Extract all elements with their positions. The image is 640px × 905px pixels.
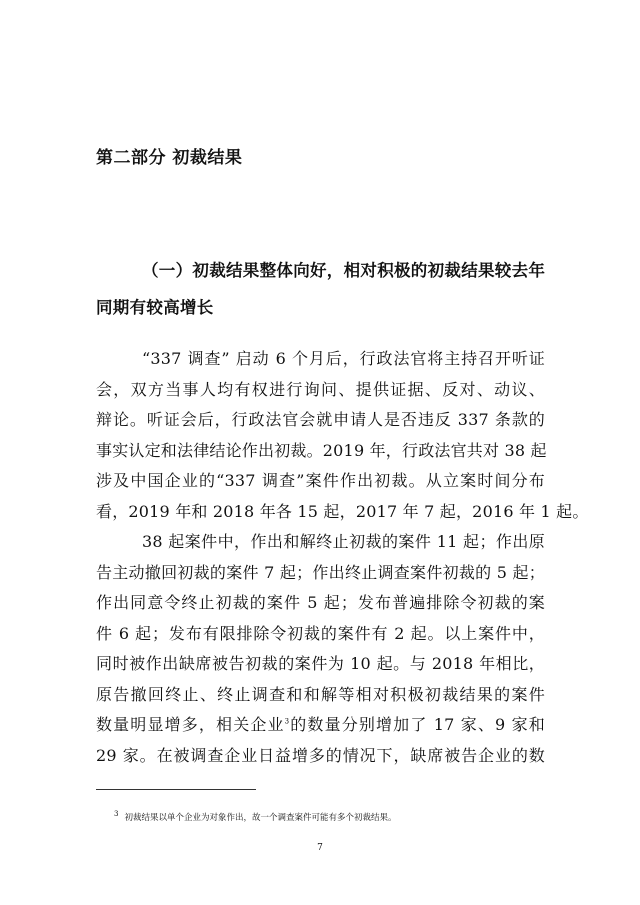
paragraph-line: 涉及中国企业的“337 调查”案件作出初裁。从立案时间分布 (96, 471, 545, 490)
subheading-line-1: （一）初裁结果整体向好，相对积极的初裁结果较去年 (142, 261, 546, 280)
paragraph-line-with-footnote-ref (96, 712, 545, 735)
footnote-separator (96, 789, 256, 790)
footnote-text: 初裁结果以单个企业为对象作出，故一个调查案件可能有多个初裁结果。 (124, 813, 397, 823)
paragraph-line: 告主动撤回初裁的案件 7 起；作出终止调查案件初裁的 5 起； (96, 563, 545, 582)
paragraph-line: 事实认定和法律结论作出初裁。2019 年，行政法官共对 38 起 (96, 441, 547, 460)
section-title: 第二部分 初裁结果 (96, 148, 243, 168)
paragraph-line: 29 家。在被调查企业日益增多的情况下，缺席被告企业的数 (96, 746, 545, 765)
page-number: 7 (317, 843, 323, 853)
paragraph-line: 38 起案件中，作出和解终止初裁的案件 11 起；作出原 (142, 532, 545, 551)
paragraph-line: 件 6 起；发布有限排除令初裁的案件有 2 起。以上案件中， (96, 624, 545, 643)
text-span: 的数量分别增加了 17 家、9 家和 (289, 715, 545, 734)
paragraph-line: 同时被作出缺席被告初裁的案件为 10 起。与 2018 年相比， (96, 654, 545, 673)
footnote-mark: 3 (114, 810, 119, 819)
footnote (114, 811, 396, 823)
text-span: 数量明显增多，相关企业 (96, 715, 285, 734)
paragraph-line: 看，2019 年和 2018 年各 15 起，2017 年 7 起，2016 年 1 起。 (96, 502, 589, 521)
paragraph-line: 辩论。听证会后，行政法官会就申请人是否违反 337 条款的 (96, 410, 545, 429)
footnote-reference[interactable]: 3 (284, 717, 290, 726)
subheading-line-2: 同期有较高增长 (96, 298, 214, 317)
paragraph-line: 会，双方当事人均有权进行询问、提供证据、反对、动议、 (96, 380, 545, 399)
paragraph-line: 原告撤回终止、终止调查和和解等相对积极初裁结果的案件 (96, 685, 545, 704)
paragraph-line: “337 调查” 启动 6 个月后，行政法官将主持召开听证 (142, 349, 545, 368)
paragraph-line: 作出同意令终止初裁的案件 5 起；发布普遍排除令初裁的案 (96, 593, 545, 612)
